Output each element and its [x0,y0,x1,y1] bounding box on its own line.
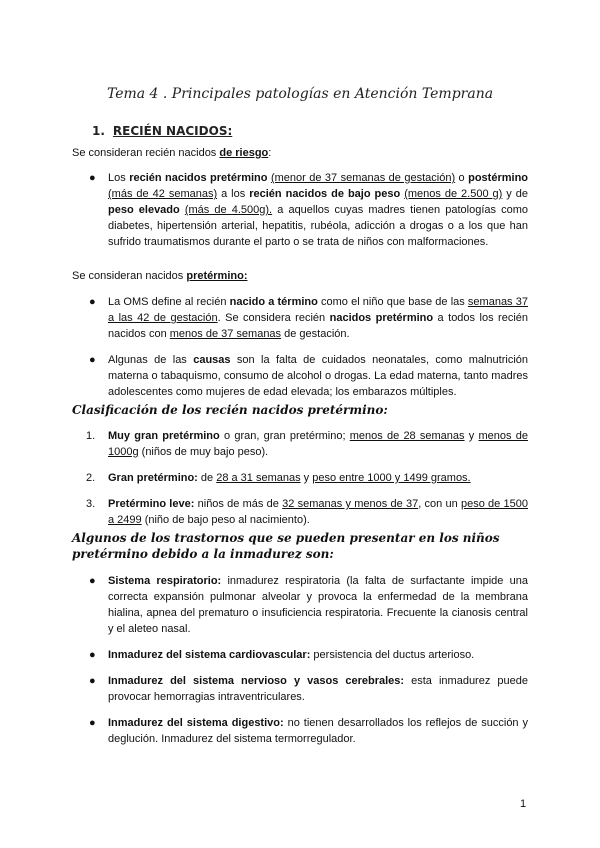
text-run: a los [217,188,250,200]
text-run: (niño de bajo peso al nacimiento). [141,514,310,526]
text-run: 32 semanas y menos de 37 [282,498,419,510]
list-item [72,573,528,637]
text-run: a todos los recién nacidos con [108,312,528,340]
text-run: La OMS define al recién [108,296,230,308]
disorders-list [72,573,528,747]
text-run: Los [108,172,130,184]
text-run: Muy gran pretérmino [108,430,220,442]
section-number: 1. [92,124,105,138]
text-run: (menor de 37 semanas de gestación) [270,172,456,184]
text-run: menos de 1000g [108,430,528,458]
list-item [72,352,528,400]
text-run: recién nacidos de bajo peso [249,188,401,200]
text: Se consideran nacidos [72,270,187,282]
text-bold: pretérmino: [186,270,248,282]
page-number: 1 [520,798,527,810]
list-item [72,496,528,528]
section-heading [92,124,232,138]
text-run: menos de 37 semanas [169,328,282,340]
bullet-icon: ● [89,354,96,366]
bullet-icon: ● [89,717,96,729]
text-run: nacido a término [229,296,318,308]
text-run: nacidos pretérmino [329,312,434,324]
text-run: o gran, gran pretérmino; [219,430,350,442]
text-run: Gran pretérmino: [108,472,198,484]
text-run: Inmadurez del sistema cardiovascular: [108,649,311,661]
bullet-icon: ● [89,675,96,687]
text-run: son la falta de cuidados neonatales, como malnutrición materna o tabaquismo, consumo de alcohol o drogas. La edad materna, tanto madres adolescentes como mujeres de edad elevada; los embarazos múltiples. [108,354,529,398]
text-run: (más de 42 semanas) [108,188,218,200]
pretermino-list [72,294,528,400]
list-item [72,170,528,250]
text-run: . Se considera recién [217,312,330,324]
list-item [72,428,528,460]
text-run: de gestación. [281,328,350,340]
riesgo-list [72,170,528,250]
text-run: recién nacidos pretérmino [129,172,268,184]
text-run: y [300,472,313,484]
text-run: Algunas de las [108,354,194,366]
text-run: peso entre 1000 y 1499 gramos. [312,472,471,484]
text-run: como el niño que base de las [317,296,468,308]
text-run: o [455,172,469,184]
text-run: (más de 4.500g). [184,204,273,216]
text-run: Pretérmino leve: [108,498,195,510]
text-run: peso elevado [108,204,180,216]
text-run: inmadurez respiratoria (la falta de surfactante impide una correcta expansión pulmonar alveolar y provoca la enfermedad de la membrana hialina, apnea del prematuro o insuficiencia respiratoria. Frecuente la cianosis central y el aleteo nasal. [108,575,528,635]
item-number: 1. [86,430,96,442]
text-run: persistencia del ductus arterioso. [310,649,475,661]
list-item [72,715,528,747]
text-run: causas [193,354,231,366]
text-run: Inmadurez del sistema digestivo: [108,717,284,729]
text-run: peso de 1500 a 2499 [108,498,528,526]
classification-list [72,428,528,528]
text-run: y de [502,188,529,200]
list-item [72,470,528,486]
text-run: y [464,430,479,442]
disorders-heading: Algunos de los trastornos que se pueden presentar en los niños pretérmino debido a la inmadurez son: [72,531,500,561]
text: Se consideran recién nacidos [72,147,220,159]
text-run: menos de 28 semanas [349,430,465,442]
text-run: postérmino [468,172,529,184]
text: : [268,147,272,159]
bullet-icon: ● [89,296,96,308]
text-run: a aquellos cuyas madres tienen patologías como diabetes, hipertensión arterial, hepatitis, rubéola, adicción a drogas o a los que han sufrido traumatismos durante el parto o se trata de niños con malformaciones. [108,204,528,248]
item-number: 2. [86,472,96,484]
list-item [72,294,528,342]
text-bold: de riesgo [219,147,269,159]
text-run: (niños de muy bajo peso). [138,446,269,458]
paragraph-riesgo [72,145,532,161]
page-title: Tema 4 . Principales patologías en Atención Temprana [106,86,494,102]
text-run: Inmadurez del sistema nervioso y vasos cerebrales: [108,675,405,687]
classification-heading: Clasificación de los recién nacidos pretérmino: [72,403,388,417]
section-label: RECIÉN NACIDOS: [112,124,233,138]
text-run: niños de más de [194,498,283,510]
text-run: de [197,472,217,484]
text-run: 28 a 31 semanas [216,472,301,484]
text-run: , con un [418,498,461,510]
text-run: semanas 37 a las 42 de gestación [108,296,528,324]
list-item [72,647,528,663]
text-run: (menos de 2.500 g) [404,188,503,200]
item-number: 3. [86,498,96,510]
list-item [72,673,528,705]
bullet-icon: ● [89,649,96,661]
bullet-icon: ● [89,172,96,184]
text-run: no tienen desarrollados los reflejos de succión y deglución. Inmadurez del sistema termorregulador. [108,717,528,745]
text-run: esta inmadurez puede provocar hemorragias intraventriculares. [108,675,528,703]
bullet-icon: ● [89,575,96,587]
text-run: Sistema respiratorio: [108,575,222,587]
paragraph-pretermino [72,268,532,284]
